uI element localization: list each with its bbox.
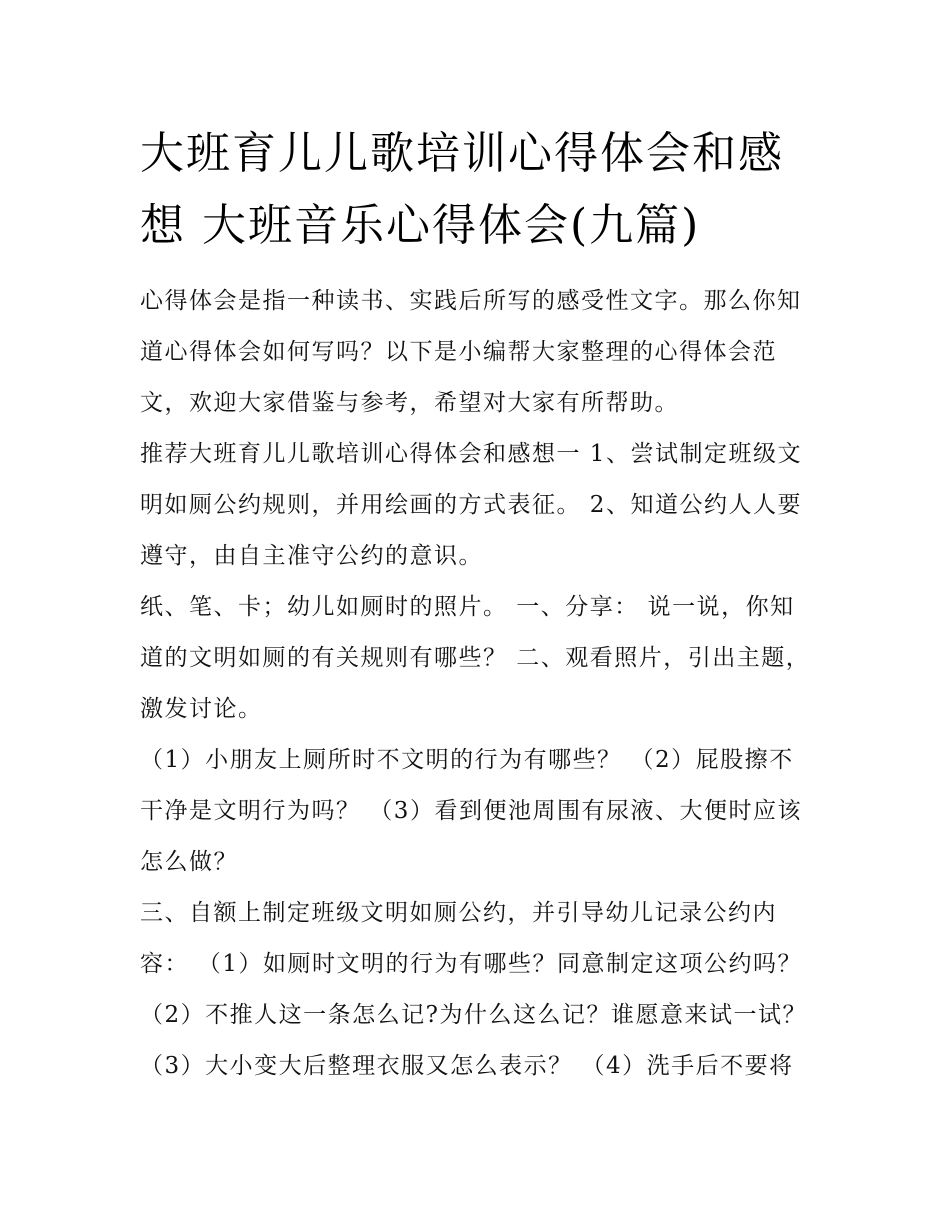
paragraph-questions: （1）小朋友上厕所时不文明的行为有哪些？ （2）屁股擦不干净是文明行为吗？ （3）看到便池周围有尿液、大便时应该怎么做？ — [140, 747, 802, 875]
document-body — [140, 118, 812, 1092]
paragraph-convention: 三、自额上制定班级文明如厕公约，并引导幼儿记录公约内容： （1）如厕时文明的行为有哪些？同意制定这项公约吗？ （2）不推人这一条怎么记?为什么这么记？谁愿意来试一试？ （3）大小变大后整理衣服又怎么表示？ （4）洗手后不要将 — [140, 900, 807, 1079]
paragraph-recommend: 推荐大班育儿儿歌培训心得体会和感想一 1、尝试制定班级文明如厕公约规则，并用绘画的方式表征。 2、知道公约人人要遵守，由自主准守公约的意识。 — [140, 441, 802, 569]
document-title: 大班育儿儿歌培训心得体会和感想 大班音乐心得体会(九篇) — [140, 128, 784, 251]
paragraph-materials: 纸、笔、卡；幼儿如厕时的照片。 一、分享： 说一说，你知道的文明如厕的有关规则有哪些？ 二、观看照片，引出主题，激发讨论。 — [140, 594, 811, 722]
paragraph-intro: 心得体会是指一种读书、实践后所写的感受性文字。那么你知道心得体会如何写吗？以下是小编帮大家整理的心得体会范文，欢迎大家借鉴与参考，希望对大家有所帮助。 — [140, 288, 802, 416]
